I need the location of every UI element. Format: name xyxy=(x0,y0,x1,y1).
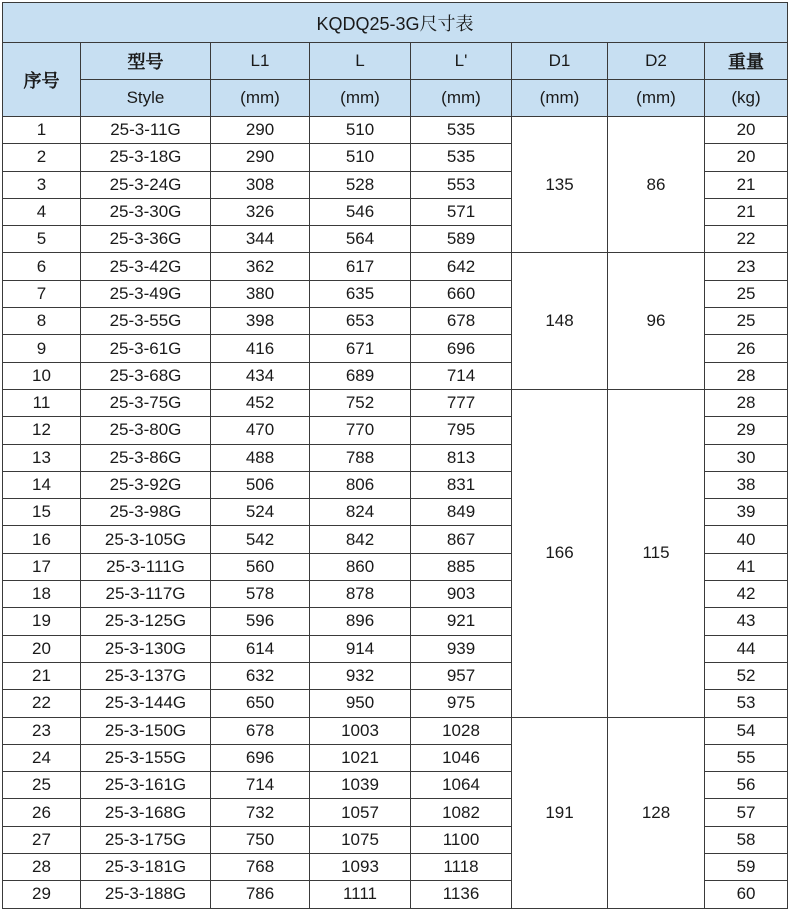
cell-style: 25-3-80G xyxy=(81,417,211,444)
header-l1-unit: (mm) xyxy=(211,80,310,117)
cell-l1: 786 xyxy=(211,881,310,908)
cell-seq: 12 xyxy=(3,417,81,444)
cell-d1: 166 xyxy=(512,389,608,717)
cell-l: 510 xyxy=(310,144,411,171)
cell-seq: 19 xyxy=(3,608,81,635)
cell-style: 25-3-11G xyxy=(81,117,211,144)
cell-seq: 18 xyxy=(3,581,81,608)
cell-l: 950 xyxy=(310,690,411,717)
cell-l: 671 xyxy=(310,335,411,362)
cell-weight: 58 xyxy=(705,826,788,853)
cell-weight: 26 xyxy=(705,335,788,362)
cell-lp: 885 xyxy=(411,553,512,580)
cell-style: 25-3-36G xyxy=(81,226,211,253)
cell-weight: 52 xyxy=(705,662,788,689)
cell-weight: 53 xyxy=(705,690,788,717)
cell-weight: 43 xyxy=(705,608,788,635)
cell-seq: 1 xyxy=(3,117,81,144)
cell-l1: 542 xyxy=(211,526,310,553)
cell-style: 25-3-24G xyxy=(81,171,211,198)
cell-l: 878 xyxy=(310,581,411,608)
cell-style: 25-3-175G xyxy=(81,826,211,853)
cell-weight: 29 xyxy=(705,417,788,444)
cell-weight: 25 xyxy=(705,308,788,335)
cell-lp: 975 xyxy=(411,690,512,717)
cell-style: 25-3-150G xyxy=(81,717,211,744)
cell-lp: 535 xyxy=(411,117,512,144)
table-body xyxy=(3,117,788,909)
cell-l: 689 xyxy=(310,362,411,389)
header-d1: D1 xyxy=(512,43,608,80)
cell-d1: 191 xyxy=(512,717,608,908)
cell-weight: 39 xyxy=(705,499,788,526)
cell-seq: 7 xyxy=(3,280,81,307)
cell-lp: 1046 xyxy=(411,744,512,771)
cell-weight: 44 xyxy=(705,635,788,662)
cell-style: 25-3-181G xyxy=(81,854,211,881)
cell-l1: 326 xyxy=(211,198,310,225)
cell-lp: 831 xyxy=(411,471,512,498)
cell-l: 1039 xyxy=(310,772,411,799)
cell-weight: 21 xyxy=(705,198,788,225)
cell-d2: 115 xyxy=(608,389,705,717)
cell-seq: 3 xyxy=(3,171,81,198)
header-lp: L' xyxy=(411,43,512,80)
header-lp-unit: (mm) xyxy=(411,80,512,117)
size-table-container xyxy=(2,2,787,909)
header-d1-unit: (mm) xyxy=(512,80,608,117)
cell-l1: 650 xyxy=(211,690,310,717)
cell-d2: 86 xyxy=(608,117,705,253)
cell-l1: 750 xyxy=(211,826,310,853)
cell-l1: 506 xyxy=(211,471,310,498)
cell-l1: 488 xyxy=(211,444,310,471)
cell-style: 25-3-161G xyxy=(81,772,211,799)
header-d2-unit: (mm) xyxy=(608,80,705,117)
cell-l: 788 xyxy=(310,444,411,471)
cell-style: 25-3-137G xyxy=(81,662,211,689)
cell-lp: 714 xyxy=(411,362,512,389)
header-model: 型号 xyxy=(81,43,211,80)
cell-l1: 768 xyxy=(211,854,310,881)
cell-style: 25-3-30G xyxy=(81,198,211,225)
cell-weight: 38 xyxy=(705,471,788,498)
cell-l1: 524 xyxy=(211,499,310,526)
cell-l: 510 xyxy=(310,117,411,144)
cell-weight: 22 xyxy=(705,226,788,253)
cell-weight: 40 xyxy=(705,526,788,553)
cell-style: 25-3-105G xyxy=(81,526,211,553)
header-l: L xyxy=(310,43,411,80)
cell-l1: 596 xyxy=(211,608,310,635)
cell-style: 25-3-144G xyxy=(81,690,211,717)
cell-lp: 957 xyxy=(411,662,512,689)
cell-lp: 1118 xyxy=(411,854,512,881)
cell-lp: 553 xyxy=(411,171,512,198)
cell-l: 752 xyxy=(310,389,411,416)
cell-l1: 696 xyxy=(211,744,310,771)
cell-seq: 27 xyxy=(3,826,81,853)
cell-style: 25-3-188G xyxy=(81,881,211,908)
cell-seq: 9 xyxy=(3,335,81,362)
cell-lp: 1136 xyxy=(411,881,512,908)
cell-style: 25-3-68G xyxy=(81,362,211,389)
cell-style: 25-3-42G xyxy=(81,253,211,280)
cell-d2: 128 xyxy=(608,717,705,908)
cell-l: 932 xyxy=(310,662,411,689)
cell-l: 770 xyxy=(310,417,411,444)
cell-seq: 14 xyxy=(3,471,81,498)
cell-style: 25-3-49G xyxy=(81,280,211,307)
cell-weight: 42 xyxy=(705,581,788,608)
cell-l1: 614 xyxy=(211,635,310,662)
cell-lp: 1082 xyxy=(411,799,512,826)
cell-d2: 96 xyxy=(608,253,705,389)
cell-l: 896 xyxy=(310,608,411,635)
header-d2: D2 xyxy=(608,43,705,80)
cell-l: 635 xyxy=(310,280,411,307)
cell-seq: 22 xyxy=(3,690,81,717)
cell-seq: 13 xyxy=(3,444,81,471)
cell-lp: 571 xyxy=(411,198,512,225)
header-seq: 序号 xyxy=(3,43,81,117)
cell-seq: 16 xyxy=(3,526,81,553)
table-title: KQDQ25-3G尺寸表 xyxy=(3,3,788,43)
cell-style: 25-3-168G xyxy=(81,799,211,826)
cell-style: 25-3-98G xyxy=(81,499,211,526)
header-l-unit: (mm) xyxy=(310,80,411,117)
cell-seq: 17 xyxy=(3,553,81,580)
cell-lp: 1028 xyxy=(411,717,512,744)
cell-weight: 20 xyxy=(705,117,788,144)
cell-lp: 795 xyxy=(411,417,512,444)
cell-l: 860 xyxy=(310,553,411,580)
cell-l: 914 xyxy=(310,635,411,662)
cell-weight: 55 xyxy=(705,744,788,771)
cell-style: 25-3-130G xyxy=(81,635,211,662)
cell-seq: 21 xyxy=(3,662,81,689)
cell-seq: 10 xyxy=(3,362,81,389)
cell-lp: 939 xyxy=(411,635,512,662)
cell-seq: 24 xyxy=(3,744,81,771)
cell-lp: 921 xyxy=(411,608,512,635)
cell-l1: 308 xyxy=(211,171,310,198)
cell-l: 546 xyxy=(310,198,411,225)
cell-l1: 434 xyxy=(211,362,310,389)
cell-l1: 398 xyxy=(211,308,310,335)
cell-lp: 1100 xyxy=(411,826,512,853)
cell-style: 25-3-86G xyxy=(81,444,211,471)
cell-style: 25-3-155G xyxy=(81,744,211,771)
cell-lp: 696 xyxy=(411,335,512,362)
cell-seq: 15 xyxy=(3,499,81,526)
cell-l: 1075 xyxy=(310,826,411,853)
cell-l1: 362 xyxy=(211,253,310,280)
cell-seq: 4 xyxy=(3,198,81,225)
cell-l1: 732 xyxy=(211,799,310,826)
cell-l: 1093 xyxy=(310,854,411,881)
cell-weight: 54 xyxy=(705,717,788,744)
cell-seq: 5 xyxy=(3,226,81,253)
cell-d1: 135 xyxy=(512,117,608,253)
cell-seq: 6 xyxy=(3,253,81,280)
cell-weight: 23 xyxy=(705,253,788,280)
cell-l: 1021 xyxy=(310,744,411,771)
cell-style: 25-3-18G xyxy=(81,144,211,171)
cell-lp: 903 xyxy=(411,581,512,608)
cell-weight: 21 xyxy=(705,171,788,198)
cell-l1: 560 xyxy=(211,553,310,580)
cell-weight: 56 xyxy=(705,772,788,799)
size-table xyxy=(2,2,788,909)
cell-style: 25-3-55G xyxy=(81,308,211,335)
cell-l: 1003 xyxy=(310,717,411,744)
cell-l: 806 xyxy=(310,471,411,498)
cell-weight: 28 xyxy=(705,362,788,389)
cell-l1: 678 xyxy=(211,717,310,744)
cell-lp: 813 xyxy=(411,444,512,471)
cell-style: 25-3-111G xyxy=(81,553,211,580)
cell-seq: 28 xyxy=(3,854,81,881)
cell-lp: 777 xyxy=(411,389,512,416)
cell-l1: 452 xyxy=(211,389,310,416)
cell-weight: 41 xyxy=(705,553,788,580)
cell-l1: 290 xyxy=(211,144,310,171)
cell-style: 25-3-117G xyxy=(81,581,211,608)
cell-weight: 60 xyxy=(705,881,788,908)
cell-l: 842 xyxy=(310,526,411,553)
cell-l1: 578 xyxy=(211,581,310,608)
header-model-en: Style xyxy=(81,80,211,117)
cell-weight: 59 xyxy=(705,854,788,881)
cell-seq: 11 xyxy=(3,389,81,416)
cell-weight: 57 xyxy=(705,799,788,826)
table-row xyxy=(3,717,788,744)
table-row xyxy=(3,389,788,416)
cell-seq: 25 xyxy=(3,772,81,799)
cell-weight: 30 xyxy=(705,444,788,471)
header-l1: L1 xyxy=(211,43,310,80)
cell-seq: 23 xyxy=(3,717,81,744)
cell-seq: 20 xyxy=(3,635,81,662)
cell-style: 25-3-125G xyxy=(81,608,211,635)
cell-l: 528 xyxy=(310,171,411,198)
cell-lp: 535 xyxy=(411,144,512,171)
cell-weight: 25 xyxy=(705,280,788,307)
cell-seq: 26 xyxy=(3,799,81,826)
cell-lp: 1064 xyxy=(411,772,512,799)
cell-weight: 20 xyxy=(705,144,788,171)
cell-lp: 867 xyxy=(411,526,512,553)
cell-l1: 470 xyxy=(211,417,310,444)
cell-l1: 714 xyxy=(211,772,310,799)
cell-l: 617 xyxy=(310,253,411,280)
table-row xyxy=(3,117,788,144)
cell-l: 564 xyxy=(310,226,411,253)
cell-l: 824 xyxy=(310,499,411,526)
cell-lp: 678 xyxy=(411,308,512,335)
cell-l1: 632 xyxy=(211,662,310,689)
cell-l: 653 xyxy=(310,308,411,335)
cell-l: 1111 xyxy=(310,881,411,908)
cell-style: 25-3-92G xyxy=(81,471,211,498)
cell-style: 25-3-61G xyxy=(81,335,211,362)
cell-lp: 660 xyxy=(411,280,512,307)
cell-lp: 589 xyxy=(411,226,512,253)
cell-l1: 380 xyxy=(211,280,310,307)
cell-lp: 642 xyxy=(411,253,512,280)
cell-l: 1057 xyxy=(310,799,411,826)
cell-l1: 416 xyxy=(211,335,310,362)
cell-seq: 8 xyxy=(3,308,81,335)
header-weight: 重量 xyxy=(705,43,788,80)
cell-style: 25-3-75G xyxy=(81,389,211,416)
cell-seq: 2 xyxy=(3,144,81,171)
cell-seq: 29 xyxy=(3,881,81,908)
cell-weight: 28 xyxy=(705,389,788,416)
cell-l1: 344 xyxy=(211,226,310,253)
cell-d1: 148 xyxy=(512,253,608,389)
cell-l1: 290 xyxy=(211,117,310,144)
table-row xyxy=(3,253,788,280)
cell-lp: 849 xyxy=(411,499,512,526)
header-weight-unit: (kg) xyxy=(705,80,788,117)
